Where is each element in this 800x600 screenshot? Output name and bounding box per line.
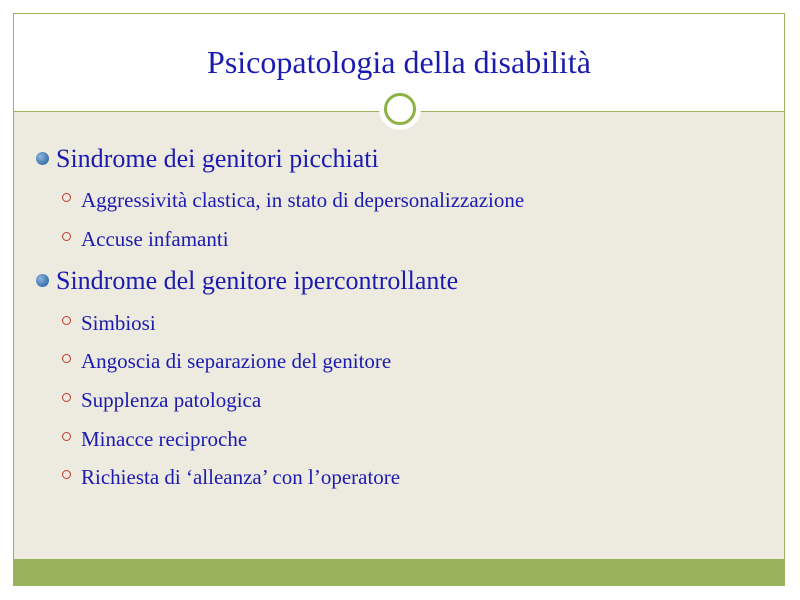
sub-bullet-ring-icon: [62, 432, 71, 441]
bullet-text: Sindrome dei genitori picchiati: [56, 144, 379, 173]
sub-bullet-item: [62, 311, 156, 336]
sub-bullet-item: [62, 465, 400, 490]
bullet-dot-icon: [36, 152, 49, 165]
bullet-item: [36, 266, 458, 296]
footer-bar: [14, 559, 784, 586]
sub-bullet-ring-icon: [62, 193, 71, 202]
sub-bullet-ring-icon: [62, 354, 71, 363]
sub-bullet-ring-icon: [62, 316, 71, 325]
sub-bullet-text: Supplenza patologica: [81, 388, 262, 412]
bullet-item: [36, 144, 379, 174]
decorative-circle-icon: [384, 93, 416, 125]
sub-bullet-text: Richiesta di ‘alleanza’ con l’operatore: [81, 465, 401, 489]
content-area: [14, 112, 784, 559]
bullet-text: Sindrome del genitore ipercontrollante: [56, 266, 459, 295]
sub-bullet-text: Aggressività clastica, in stato di depersonalizzazione: [81, 188, 525, 212]
slide-title: Psicopatologia della disabilità: [207, 44, 591, 80]
sub-bullet-text: Angoscia di separazione del genitore: [81, 349, 392, 373]
sub-bullet-ring-icon: [62, 470, 71, 479]
sub-bullet-text: Accuse infamanti: [81, 227, 229, 251]
sub-bullet-ring-icon: [62, 393, 71, 402]
bullet-dot-icon: [36, 274, 49, 287]
slide: [13, 13, 785, 586]
sub-bullet-text: Minacce reciproche: [81, 427, 248, 451]
sub-bullet-item: [62, 388, 261, 413]
sub-bullet-text: Simbiosi: [81, 311, 156, 335]
sub-bullet-item: [62, 349, 391, 374]
sub-bullet-item: [62, 227, 229, 252]
sub-bullet-item: [62, 427, 247, 452]
sub-bullet-ring-icon: [62, 232, 71, 241]
sub-bullet-item: [62, 188, 524, 213]
